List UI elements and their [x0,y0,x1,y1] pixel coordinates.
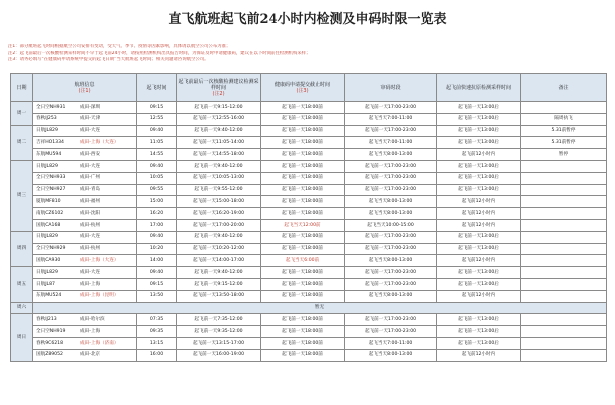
sample-time-cell: 起飞前一天9:40-12:00 [177,231,261,243]
flight-cell [33,102,137,114]
table-row [11,102,607,114]
flight-number: 日航JL829 [36,234,58,240]
departure-cell: 09:40 [137,160,177,172]
rapid-test-cell: 起飞前12小时内 [437,149,521,161]
flight-number: 吉祥HO1334 [36,140,64,146]
header-remark: 备注 [521,74,607,102]
rapid-test-cell: 起飞前12小时内 [437,208,521,220]
header-apply: 健康码申请提交截止时间 (注3) [261,74,345,102]
sample-time-cell: 起飞前一天17:00-20:00 [177,219,261,231]
no-flights-cell: 暂无 [33,302,607,314]
flight-cell [33,314,137,326]
remark-cell [521,160,607,172]
flight-cell [33,337,137,349]
day-cell: 周四 [11,231,33,266]
apply-deadline-cell: 起飞前一天18:00前 [261,314,345,326]
flight-route: 成田-杭州 [80,246,101,252]
rapid-test-cell: 起飞前一天13:00后 [437,125,521,137]
flight-cell [33,219,137,231]
remark-cell [521,196,607,208]
review-period-cell: 起飞前一天17:00-23:00 [345,160,437,172]
flight-route: 成田-青岛 [80,187,101,193]
departure-cell: 13:15 [137,337,177,349]
rapid-test-cell: 起飞前一天13:00后 [437,160,521,172]
rapid-test-cell: 起飞前12小时内 [437,219,521,231]
rapid-test-cell: 起飞前12小时内 [437,349,521,361]
review-period-cell: 起飞前一天17:00-23:00 [345,231,437,243]
note-2: 注2：起飞前最后一次核酸检测采样时间不早于起飞前24小时，请按照检测机构出具报告时间，为保证及时申请健康码，建议在以下时间前往检测机构采样； [8,50,311,56]
apply-deadline-cell: 起飞前一天18:00前 [261,337,345,349]
review-period-cell: 起飞当天8:00-13:00 [345,149,437,161]
flight-route: 成田-上海 [80,281,101,287]
flight-route: 成田-深圳 [80,104,101,110]
table-row [11,208,607,220]
review-period-cell: 起飞当天7:00-11:00 [345,137,437,149]
remark-cell: 5.31前暂停 [521,125,607,137]
flight-cell [33,196,137,208]
schedule-table [10,73,607,362]
flight-cell [33,137,137,149]
flight-route: 成田-上海（济南） [80,340,119,346]
apply-deadline-cell: 起飞前一天18:00前 [261,196,345,208]
remark-cell [521,255,607,267]
header-departure: 起飞时间 [137,74,177,102]
apply-deadline-cell: 起飞前一天18:00前 [261,172,345,184]
sample-time-cell: 起飞前一天9:40-12:00 [177,267,261,279]
rapid-test-cell: 起飞前一天13:00后 [437,113,521,125]
apply-deadline-cell: 起飞前一天18:00前 [261,113,345,125]
flight-number: 全日空NH919 [36,328,66,334]
flight-cell [33,290,137,302]
flight-number: 春秋IJ253 [36,116,57,122]
table-row [11,302,607,314]
remark-cell [521,267,607,279]
rapid-test-cell: 起飞前12小时内 [437,196,521,208]
table-row [11,113,607,125]
sample-time-cell: 起飞前一天9:40-12:00 [177,125,261,137]
flight-route: 成田-哈尔滨 [80,317,105,323]
flight-number: 国航CA168 [36,222,61,228]
flight-route: 成田-大连 [80,269,101,275]
rapid-test-cell: 起飞前12小时内 [437,290,521,302]
rapid-test-cell: 起飞前一天13:00后 [437,243,521,255]
flight-number: 春秋IJ213 [36,317,57,323]
sample-time-cell: 起飞前一天9:15-12:00 [177,278,261,290]
flight-cell [33,349,137,361]
flight-route: 成田-天津 [80,116,101,122]
apply-deadline-cell: 起飞前一天18:00前 [261,137,345,149]
flight-number: 厦航MF810 [36,199,61,205]
apply-deadline-cell: 起飞前一天18:00前 [261,290,345,302]
review-period-cell: 起飞前一天17:00-23:00 [345,326,437,338]
flight-number: 春秋9C6218 [36,340,64,346]
table-row [11,278,607,290]
rapid-test-cell: 起飞前一天13:00后 [437,231,521,243]
flight-cell [33,243,137,255]
day-cell: 周五 [11,267,33,302]
review-period-cell: 起飞前一天17:00-23:00 [345,102,437,114]
header-rapid: 起飞前快速抗原检测采样时间 [437,74,521,102]
sample-time-cell: 起飞前一天10:05-13:00 [177,172,261,184]
sample-time-cell: 起飞前一天9:40-12:00 [177,160,261,172]
sample-time-cell: 起飞前一天9:15-12:00 [177,102,261,114]
sample-time-cell: 起飞前一天11:05-14:00 [177,137,261,149]
note-3: 注3：请务必填写“在健康码申请系统中提交的起飞日期”当天航班起飞时间；相关问题请咨询航空公司。 [8,57,209,63]
departure-cell: 12:55 [137,113,177,125]
review-period-cell: 起飞前一天17:00-23:00 [345,278,437,290]
departure-cell: 09:15 [137,278,177,290]
review-period-cell: 起飞前一天17:00-23:00 [345,243,437,255]
apply-deadline-cell: 起飞前一天18:00前 [261,231,345,243]
review-period-cell: 起飞前一天17:00-23:00 [345,184,437,196]
sample-time-cell: 起飞前一天7:35-12:00 [177,314,261,326]
flight-number: 日航JL87 [36,281,55,287]
remark-cell [521,184,607,196]
departure-cell: 14:55 [137,149,177,161]
flight-route: 成田-沈阳 [80,210,101,216]
review-period-cell: 起飞前一天17:00-23:00 [345,172,437,184]
flight-cell [33,160,137,172]
remark-cell [521,326,607,338]
sample-time-cell: 起飞前一天13:50-18:00 [177,290,261,302]
remark-cell: 暂停 [521,149,607,161]
review-period-cell: 起飞前一天17:00-23:00 [345,314,437,326]
departure-cell: 10:05 [137,172,177,184]
departure-cell: 16:00 [137,349,177,361]
flight-cell [33,149,137,161]
page-title: 直飞航班起飞前24小时内检测及申码时限一览表 [168,12,447,27]
remark-cell [521,314,607,326]
departure-cell: 09:55 [137,184,177,196]
note-1: 注1：部分航班起飞时间根据航空公司安排有变动，受天气、季节、疫情等因素影响，具体请以航空公司公布为准； [8,44,231,49]
flight-route: 成田-上海 [80,328,101,334]
flight-route: 成田-上海（大连） [80,140,119,146]
flight-number: 南航CZ6102 [36,210,64,216]
flight-number: 日航JL829 [36,269,58,275]
apply-deadline-cell: 起飞前一天18:00前 [261,184,345,196]
flight-cell [33,326,137,338]
schedule-body [11,102,607,362]
table-row [11,255,607,267]
sample-time-cell: 起飞前一天13:15-17:00 [177,337,261,349]
apply-deadline-cell: 起飞前一天18:00前 [261,208,345,220]
sample-time-cell: 起飞前一天10:20-12:00 [177,243,261,255]
apply-deadline-cell: 起飞前一天18:00前 [261,326,345,338]
day-cell: 周日 [11,314,33,361]
apply-deadline-cell: 起飞前一天18:00前 [261,125,345,137]
rapid-test-cell: 起飞前一天13:00后 [437,172,521,184]
flight-route: 成田-广州 [80,175,101,181]
flight-cell [33,172,137,184]
flight-number: 全日空NH927 [36,187,66,193]
remark-cell [521,290,607,302]
table-row [11,349,607,361]
flight-route: 成田-北京 [80,352,101,358]
header-flight: 航班信息 (注1) [33,74,137,102]
apply-deadline-cell: 起飞前一天18:00前 [261,278,345,290]
header-review: 审码时段 [345,74,437,102]
remark-cell: 隔周执飞 [521,113,607,125]
table-row [11,196,607,208]
departure-cell: 14:00 [137,255,177,267]
rapid-test-cell: 起飞前一天13:00后 [437,267,521,279]
table-row [11,290,607,302]
flight-number: 全日空NH933 [36,175,66,181]
flight-route: 成田-上海（大连） [80,258,119,264]
flight-number: 日航JL829 [36,128,58,134]
table-row [11,125,607,137]
table-row [11,326,607,338]
flight-route: 成田-大连 [80,234,101,240]
table-row [11,149,607,161]
apply-deadline-cell: 起飞前一天18:00前 [261,243,345,255]
header-sample: 起飞前最后一次核酸检测建议检测采样时间 (注2) [177,74,261,102]
header-day: 日期 [11,74,33,102]
table-row [11,337,607,349]
apply-deadline-cell: 起飞前一天18:00前 [261,160,345,172]
remark-cell [521,349,607,361]
review-period-cell: 起飞当天8:00-13:00 [345,196,437,208]
sample-time-cell: 起飞前一天16:00-19:00 [177,349,261,361]
flight-cell [33,113,137,125]
flight-number: 国航CA930 [36,258,61,264]
sample-time-cell: 起飞前一天14:00-17:00 [177,255,261,267]
review-period-cell: 起飞当天7:00-11:00 [345,337,437,349]
flight-route: 成田-福州 [80,199,101,205]
departure-cell: 09:40 [137,267,177,279]
day-cell: 周二 [11,125,33,160]
flight-number: 全日空NH931 [36,104,66,110]
apply-deadline-cell: 起飞前一天18:00前 [261,149,345,161]
apply-deadline-cell: 起飞当天6:00前 [261,255,345,267]
apply-deadline-cell: 起飞当天12:00前 [261,219,345,231]
flight-number: 全日空NH929 [36,246,66,252]
departure-cell: 09:40 [137,231,177,243]
remark-cell: 5.31前暂停 [521,137,607,149]
flight-number: 东航MU594 [36,151,62,157]
apply-deadline-cell: 起飞前一天18:00前 [261,102,345,114]
rapid-test-cell: 起飞前12小时内 [437,255,521,267]
flight-route: 成田-西安 [80,151,101,157]
sample-time-cell: 起飞前一天9:35-12:00 [177,326,261,338]
apply-deadline-cell: 起飞前一天18:00前 [261,267,345,279]
flight-route: 成田-大连 [80,163,101,169]
rapid-test-cell: 起飞前一天13:00后 [437,102,521,114]
table-row [11,160,607,172]
flight-number: 东航MU524 [36,293,62,299]
flight-cell [33,267,137,279]
header-row [11,74,607,102]
sample-time-cell: 起飞前一天16:20-19:00 [177,208,261,220]
departure-cell: 07:35 [137,314,177,326]
departure-cell: 09:40 [137,125,177,137]
day-cell: 周三 [11,160,33,231]
flight-number: 日航JL829 [36,163,58,169]
notes-block [8,44,608,64]
remark-cell [521,219,607,231]
flight-cell [33,208,137,220]
departure-cell: 15:00 [137,196,177,208]
review-period-cell: 起飞当天8:00-13:00 [345,208,437,220]
departure-cell: 09:35 [137,326,177,338]
flight-cell [33,184,137,196]
sample-time-cell: 起飞前一天14:55-18:00 [177,149,261,161]
flight-cell [33,278,137,290]
review-period-cell: 起飞当天8:00-13:00 [345,290,437,302]
departure-cell: 13:50 [137,290,177,302]
flight-cell [33,231,137,243]
remark-cell [521,102,607,114]
rapid-test-cell: 起飞前一天13:00后 [437,326,521,338]
rapid-test-cell: 起飞前一天13:00后 [437,184,521,196]
remark-cell [521,231,607,243]
remark-cell [521,172,607,184]
review-period-cell: 起飞前一天17:00-23:00 [345,125,437,137]
rapid-test-cell: 起飞前一天13:00后 [437,137,521,149]
table-row [11,231,607,243]
day-cell: 周一 [11,102,33,126]
table-row [11,243,607,255]
day-cell: 周六 [11,302,33,314]
rapid-test-cell: 起飞前一天13:00后 [437,278,521,290]
flight-cell [33,255,137,267]
departure-cell: 16:20 [137,208,177,220]
review-period-cell: 起飞当天8:00-13:00 [345,255,437,267]
rapid-test-cell: 起飞前一天13:00后 [437,337,521,349]
departure-cell: 17:00 [137,219,177,231]
flight-route: 成田-大连 [80,128,101,134]
review-period-cell: 起飞前一天17:00-23:00 [345,267,437,279]
remark-cell [521,278,607,290]
departure-cell: 09:15 [137,102,177,114]
apply-deadline-cell: 起飞前一天18:00前 [261,349,345,361]
flight-route: 成田-杭州 [80,222,101,228]
review-period-cell: 起飞当天10:00-15:00 [345,219,437,231]
table-row [11,184,607,196]
review-period-cell: 起飞当天8:00-13:00 [345,349,437,361]
rapid-test-cell: 起飞前一天13:00后 [437,314,521,326]
departure-cell: 11:05 [137,137,177,149]
table-row [11,219,607,231]
sample-time-cell: 起飞前一天15:00-18:00 [177,196,261,208]
flight-number: 国航Z89052 [36,352,63,358]
review-period-cell: 起飞当天7:00-11:00 [345,113,437,125]
table-row [11,172,607,184]
flight-cell [33,125,137,137]
departure-cell: 10:20 [137,243,177,255]
sample-time-cell: 起飞前一天9:55-12:00 [177,184,261,196]
table-row [11,314,607,326]
table-row [11,267,607,279]
flight-route: 成田-上海（昆明） [80,293,119,299]
sample-time-cell: 起飞前一天12:55-16:00 [177,113,261,125]
remark-cell [521,208,607,220]
remark-cell [521,337,607,349]
remark-cell [521,243,607,255]
table-row [11,137,607,149]
